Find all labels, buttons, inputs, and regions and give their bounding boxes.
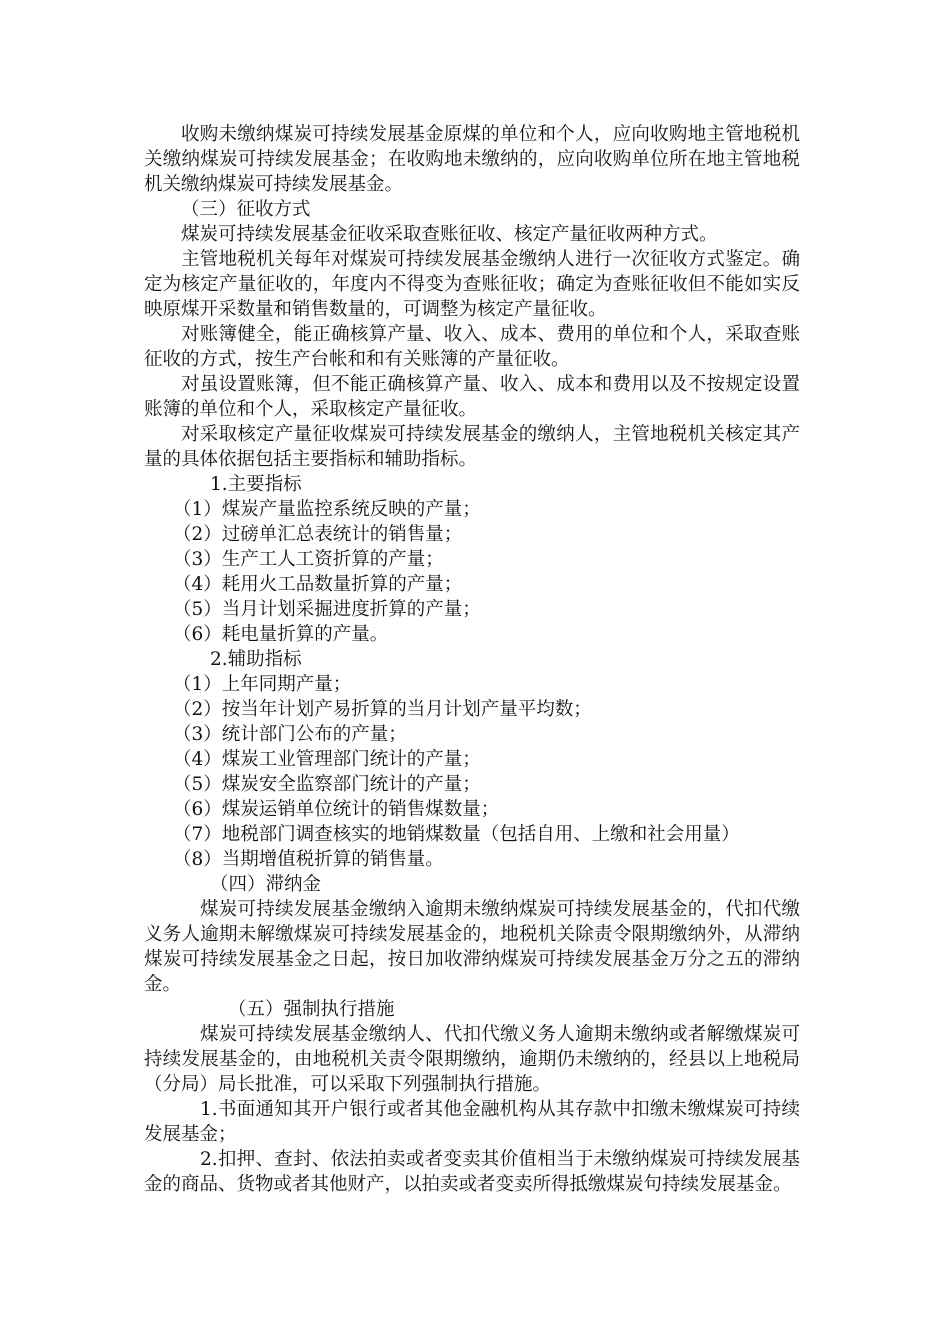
section-heading: （四）滞纳金 (210, 874, 322, 895)
list-item: （8）当期增值税折算的销售量。 (173, 849, 444, 870)
subsection-heading: 1.主要指标 (210, 474, 302, 495)
paragraph: 收购未缴纳煤炭可持续发展基金原煤的单位和个人，应向收购地主管地税机关缴纳煤炭可持续发展基金；在收购地未缴纳的，应向收购单位所在地主管地税机关缴纳煤炭可持续发展基金。 (144, 124, 800, 195)
section-heading: （五）强制执行措施 (228, 999, 395, 1020)
list-item: （3）统计部门公布的产量； (173, 724, 407, 745)
paragraph: 对虽设置账簿，但不能正确核算产量、收入、成本和费用以及不按规定设置账簿的单位和个人，采取核定产量征收。 (144, 374, 800, 420)
list-item: （2）过磅单汇总表统计的销售量； (173, 524, 463, 545)
paragraph: 煤炭可持续发展基金征收采取查账征收、核定产量征收两种方式。 (181, 224, 718, 245)
list-item: （1）煤炭产量监控系统反映的产量； (173, 499, 481, 520)
paragraph: 主管地税机关每年对煤炭可持续发展基金缴纳人进行一次征收方式鉴定。确定为核定产量征收的，年度内不得变为查账征收；确定为查账征收但不能如实反映原煤开采数量和销售数量的，可调整为核定产量征收。 (144, 249, 800, 320)
section-heading: （三）征收方式 (181, 199, 311, 220)
paragraph: 对账簿健全，能正确核算产量、收入、成本、费用的单位和个人，采取查账征收的方式，按生产台帐和和有关账簿的产量征收。 (144, 324, 800, 370)
list-item: （6）耗电量折算的产量。 (173, 624, 389, 645)
document-page (144, 122, 800, 1197)
list-item: （4）耗用火工品数量折算的产量； (173, 574, 463, 595)
list-item: （1）上年同期产量； (173, 674, 352, 695)
paragraph: 1.书面通知其开户银行或者其他金融机构从其存款中扣缴未缴煤炭可持续发展基金； (144, 1099, 800, 1145)
list-item: （3）生产工人工资折算的产量； (173, 549, 444, 570)
paragraph: 煤炭可持续发展基金缴纳入逾期未缴纳煤炭可持续发展基金的，代扣代缴义务人逾期未解缴煤炭可持续发展基金的，地税机关除责令限期缴纳外，从滞纳煤炭可持续发展基金之日起，按日加收滞纳煤炭可持续发展基金万分之五的滞纳金。 (144, 899, 800, 995)
list-item: （5）煤炭安全监察部门统计的产量； (173, 774, 481, 795)
paragraph: 2.扣押、查封、依法拍卖或者变卖其价值相当于未缴纳煤炭可持续发展基金的商品、货物或者其他财产，以拍卖或者变卖所得抵缴煤炭句持续发展基金。 (144, 1149, 800, 1195)
list-item: （5）当月计划采掘进度折算的产量； (173, 599, 481, 620)
list-item: （6）煤炭运销单位统计的销售煤数量； (173, 799, 500, 820)
paragraph: 煤炭可持续发展基金缴纳人、代扣代缴义务人逾期未缴纳或者解缴煤炭可持续发展基金的，由地税机关责令限期缴纳，逾期仍未缴纳的，经县以上地税局（分局）局长批准，可以采取下列强制执行措施。 (144, 1024, 800, 1095)
subsection-heading: 2.辅助指标 (210, 649, 302, 670)
list-item: （4）煤炭工业管理部门统计的产量； (173, 749, 481, 770)
list-item: （7）地税部门调查核实的地销煤数量（包括自用、上缴和社会用量） (173, 824, 740, 845)
list-item: （2）按当年计划产易折算的当月计划产量平均数； (173, 699, 592, 720)
paragraph: 对采取核定产量征收煤炭可持续发展基金的缴纳人，主管地税机关核定其产量的具体依据包括主要指标和辅助指标。 (144, 424, 800, 470)
